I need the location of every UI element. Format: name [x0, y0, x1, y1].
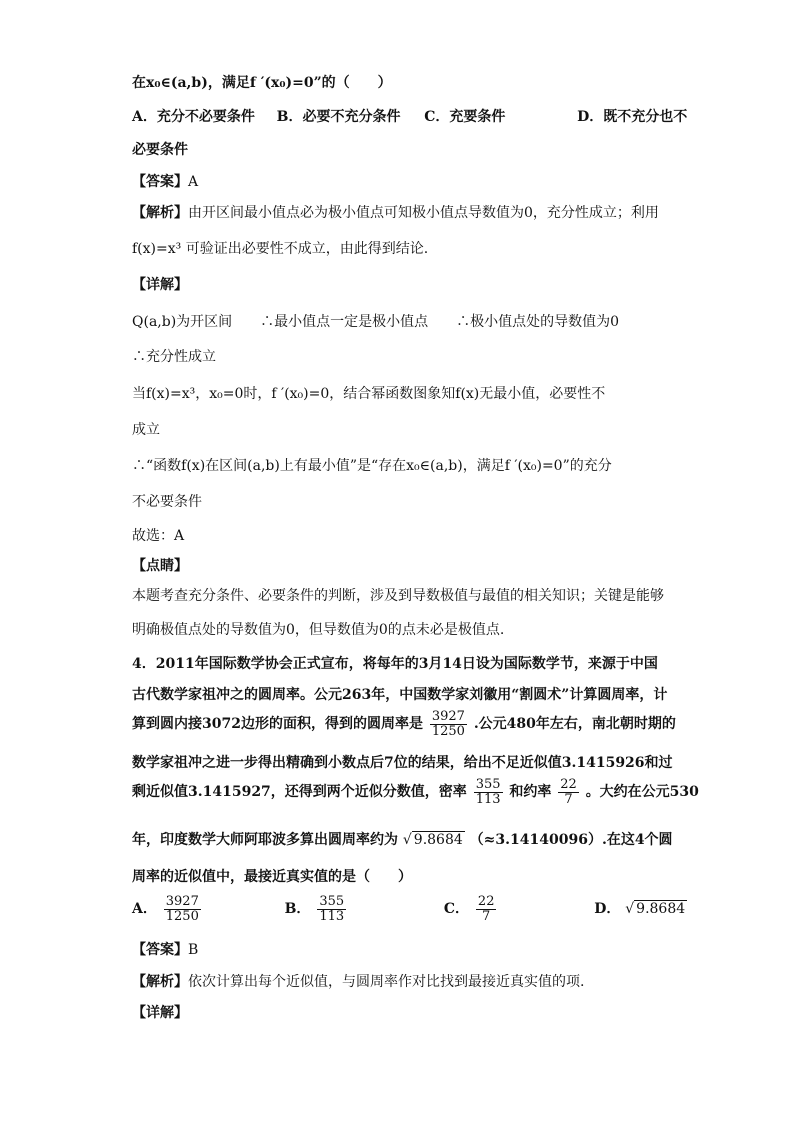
option-d-cont: 必要条件 — [132, 142, 188, 158]
q4-option-d-sqrt: √ 9.8684 — [625, 901, 686, 917]
pointer-heading: 【点睛】 — [132, 558, 188, 574]
q4-option-b-label: B． — [284, 901, 311, 917]
detail-line-3: 当f(x)=x³，x₀=0时，f ′(x₀)=0，结合幂函数图象知f(x)无最小值，必要性不 — [132, 386, 606, 402]
analysis-line-1 — [132, 203, 659, 223]
q4-option-a-fraction: $\frac{3927}{1250}$ — [165, 893, 199, 924]
detail-line-7: 故选：A — [132, 528, 185, 544]
q4-option-b-fraction: $\frac{355}{113}$ — [319, 893, 345, 924]
q4-line-5: 剩近似值3.1415927，还得到两个近似分数值，密率 $\frac{355}{113}$ 和约率 $\frac{22}{7}$ 。大约在公元530 — [132, 776, 699, 807]
q4-option-c-fraction: $\frac{22}{7}$ — [477, 893, 495, 924]
analysis-line-2: f(x)=x³ 可验证出必要性不成立，由此得到结论. — [132, 241, 429, 257]
q4-line-2: 古代数学家祖冲之的圆周率。公元263年，中国数学家刘徽用“割圆术”计算圆周率，计 — [132, 687, 668, 703]
detail-line-2: ∴充分性成立 — [132, 349, 216, 365]
analysis-tag: 【解析】 — [132, 205, 188, 221]
q4-line-3: 算到圆内接3072边形的面积，得到的圆周率是 $\frac{3927}{1250}$ .公元480年左右，南北朝时期的 — [132, 708, 676, 739]
analysis-text: 由开区间最小值点必为极小值点可知极小值点导数值为0，充分性成立；利用 — [188, 205, 659, 221]
detail-heading: 【详解】 — [132, 277, 188, 293]
fraction-22-7: $\frac{22}{7}$ — [560, 776, 577, 807]
analysis-line-q4: 【解析】依次计算出每个近似值，与圆周率作对比找到最接近真实值的项. — [132, 974, 585, 990]
q3-stem-line: 在x₀∈(a,b)，满足f ′(x₀)=0”的（ ） — [132, 75, 392, 91]
answer-line-2: 【答案】B — [132, 942, 199, 958]
q4-line-4: 数学家祖冲之进一步得出精确到小数点后7位的结果，给出不足近似值3.1415926和过 — [132, 755, 673, 771]
option-b: B．必要不充分条件 — [276, 109, 401, 125]
answer-value: A — [188, 174, 199, 190]
q3-options — [132, 107, 687, 127]
q4-option-c-label: C． — [443, 901, 470, 917]
option-c: C．充要条件 — [424, 109, 506, 125]
detail-heading-2: 【详解】 — [132, 1005, 188, 1021]
option-d: D．既不充分也不 — [577, 109, 688, 125]
q4-line-1: 4．2011年国际数学协会正式宣布，将每年的3月14日设为国际数学节，来源于中国 — [132, 656, 658, 672]
detail-line-4: 成立 — [132, 422, 160, 438]
answer-tag: 【答案】 — [132, 174, 188, 190]
answer-line-1 — [132, 172, 198, 192]
sqrt-9-8684: √ 9.8684 — [402, 832, 463, 848]
fraction-3927-1250: $\frac{3927}{1250}$ — [431, 708, 465, 739]
q4-option-d-label: D． — [594, 901, 621, 917]
q4-line-6: 年，印度数学大师阿耶波多算出圆周率约为 √ 9.8684 （≈3.14140096）.在这4个圆 — [132, 832, 673, 848]
detail-line-6: 不必要条件 — [132, 494, 202, 510]
pointer-line-1: 本题考查充分条件、必要条件的判断，涉及到导数极值与最值的相关知识；关键是能够 — [132, 588, 664, 604]
q4-line-7: 周率的近似值中，最接近真实值的是（ ） — [132, 869, 412, 885]
detail-line-5: ∴“函数f(x)在区间(a,b)上有最小值”是“存在x₀∈(a,b)，满足f ′(x₀)=0”的充分 — [132, 458, 612, 474]
q4-option-a-label: A． — [132, 901, 157, 917]
fraction-355-113: $\frac{355}{113}$ — [475, 776, 501, 807]
detail-line-1: Q(a,b)为开区间 ∴最小值点一定是极小值点 ∴极小值点处的导数值为0 — [132, 314, 620, 330]
option-a: A．充分不必要条件 — [132, 109, 255, 125]
q4-options — [132, 893, 687, 925]
pointer-line-2: 明确极值点处的导数值为0，但导数值为0的点未必是极值点. — [132, 622, 505, 638]
